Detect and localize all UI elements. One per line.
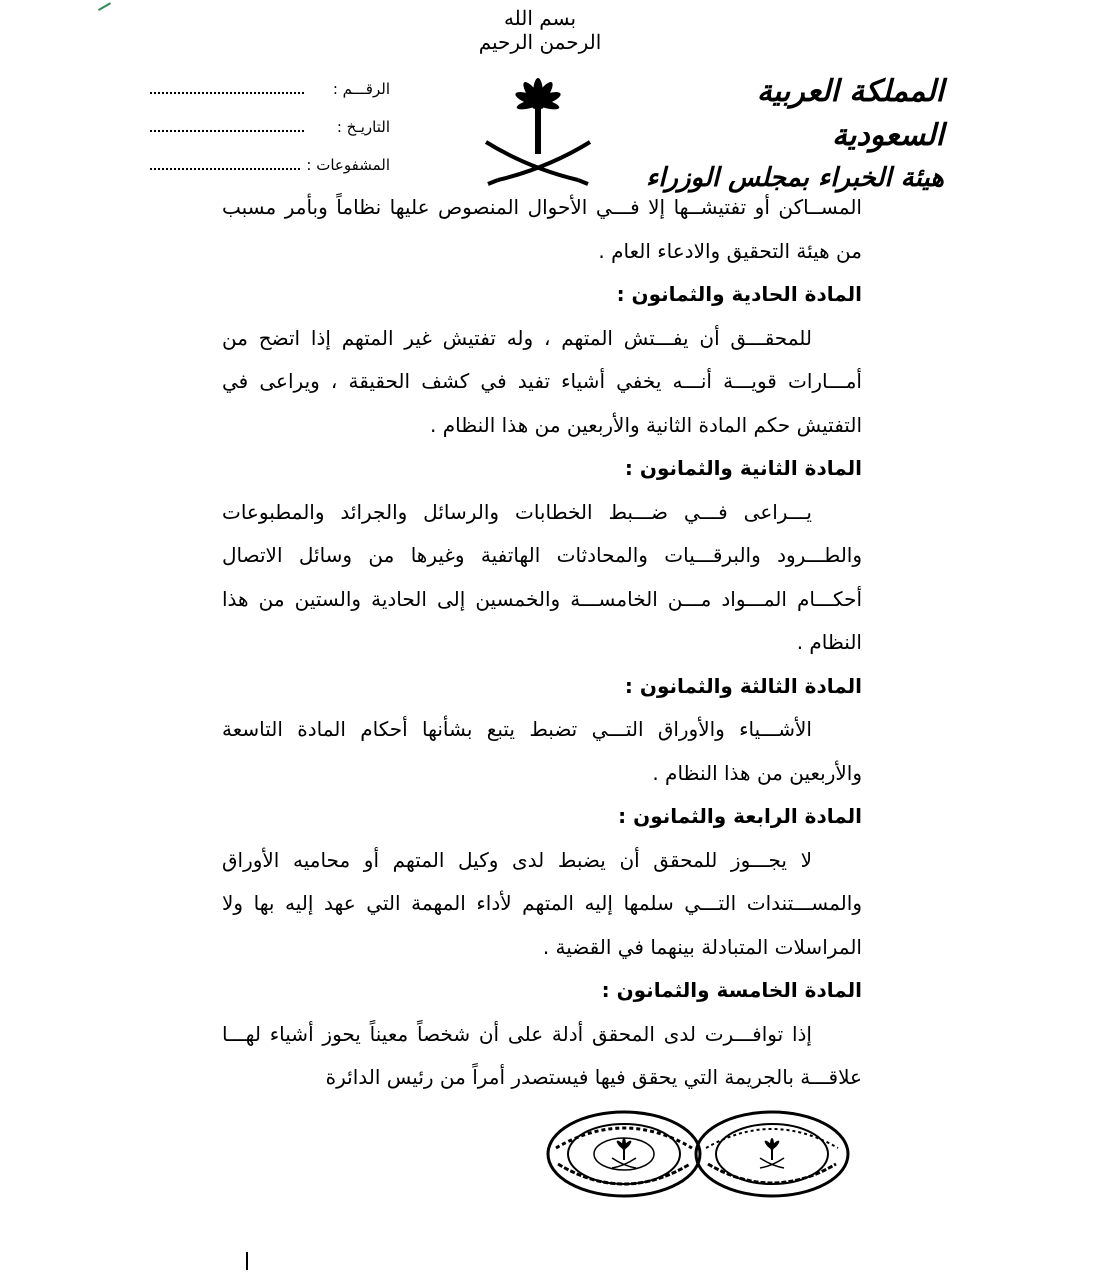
ref-attachments-label: المشفوعات : <box>306 156 390 174</box>
article-heading: المادة الحادية والثمانون : <box>616 282 862 306</box>
org-line-2: هيئة الخبراء بمجلس الوزراء <box>645 163 944 193</box>
corner-mark <box>95 0 111 11</box>
paragraph: المســاكن أو تفتيشــها إلا فـــي الأحوال المنصوص عليها نظاماً وبأمر مسبب من هيئة التحقيق والادعاء العام . <box>222 195 862 263</box>
reference-fields <box>150 80 390 194</box>
ref-date-dotted-line <box>150 122 304 132</box>
article-heading: المادة الخامسة والثمانون : <box>601 978 862 1002</box>
org-line-1: المملكة العربية السعودية <box>756 74 944 153</box>
paragraph: يـــراعى فـــي ضـــبط الخطابات والرسائل والجرائد والمطبوعات والطـــرود والبرقـــيات والمحادثات الهاتفية وغيرها من وسائل الاتصال أحكـــام المـــواد مـــن الخامســـة والخمسين إلى الحادية والستين من هذا النظام . <box>222 499 862 654</box>
ref-date-label: التاريـخ : <box>336 118 390 136</box>
margin-tick <box>246 1252 248 1270</box>
organisation-name <box>644 70 944 198</box>
basmala: بسم الله الرحمن الرحيم <box>478 6 602 54</box>
document-body <box>222 186 862 1100</box>
palm-swords-emblem-icon <box>478 72 598 192</box>
ref-number-row <box>150 80 390 118</box>
paragraph: إذا توافـــرت لدى المحقق أدلة على أن شخصاً معيناً يحوز أشياء لهـــا علاقـــة بالجريمة التي يحقق فيها فيستصدر أمراً من رئيس الدائرة <box>222 1021 862 1089</box>
article-heading: المادة الثانية والثمانون : <box>624 456 862 480</box>
ref-number-label: الرقـــم : <box>332 80 390 98</box>
official-stamp-general-secretariat <box>544 1108 704 1200</box>
ref-date-row <box>150 118 390 156</box>
article-heading: المادة الثالثة والثمانون : <box>624 673 862 698</box>
ref-attachments-dotted-line <box>150 160 300 170</box>
ref-number-dotted-line <box>150 84 304 94</box>
paragraph: لا يجـــوز للمحقق أن يضبط لدى وكيل المتهم أو محاميه الأوراق والمســـتندات التـــي سلمها إليه المتهم لأداء المهمة التي عهد إليه بها ولا المراسلات المتبادلة بينهما في القضية . <box>222 847 862 959</box>
article-heading: المادة الرابعة والثمانون : <box>618 804 862 828</box>
paragraph: للمحقـــق أن يفـــتش المتهم ، وله تفتيش غير المتهم إذا اتضح من أمـــارات قويـــة أنـــه يخفي أشياء تفيد في كشف الحقيقة ، ويراعى في التفتيش حكم المادة الثانية والأربعين من هذا النظام . <box>222 325 862 437</box>
paragraph: الأشـــياء والأوراق التـــي تضبط يتبع بشأنها أحكام المادة التاسعة والأربعين من هذا النظام . <box>222 717 862 785</box>
official-stamp-experts-commission <box>692 1108 852 1200</box>
